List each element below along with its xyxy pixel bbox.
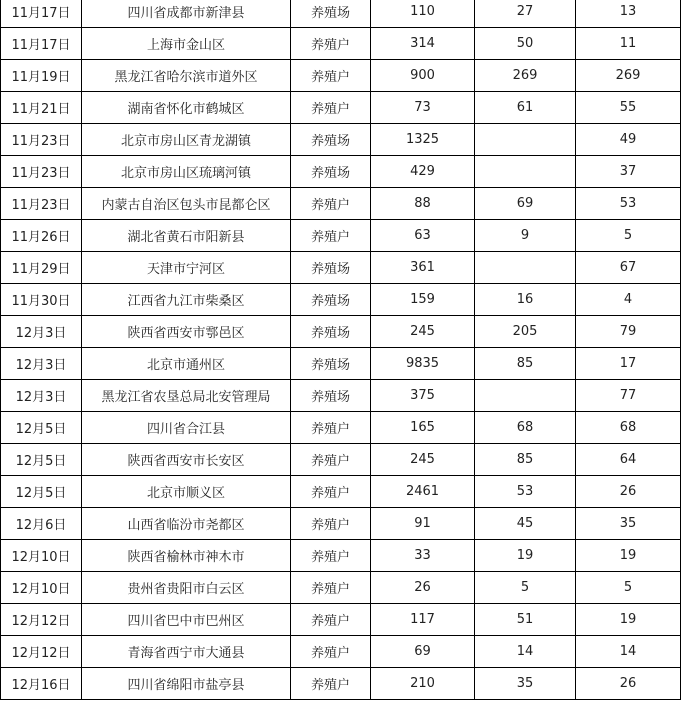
location-cell: 陕西省榆林市神木市 [82,540,291,572]
count-cell-1: 9835 [371,348,475,380]
farm-type-cell: 养殖户 [291,636,371,668]
count-cell-1: 245 [371,444,475,476]
date-cell: 12月5日 [1,412,82,444]
date-cell: 12月3日 [1,316,82,348]
location-cell: 四川省巴中市巴州区 [82,604,291,636]
count-cell-2: 27 [475,0,576,28]
date-cell: 11月21日 [1,92,82,124]
location-cell: 湖北省黄石市阳新县 [82,220,291,252]
count-cell-2: 9 [475,220,576,252]
table-row [1,188,681,220]
count-cell-1: 110 [371,0,475,28]
count-cell-3: 14 [576,636,681,668]
count-cell-3: 53 [576,188,681,220]
location-cell: 天津市宁河区 [82,252,291,284]
count-cell-1: 361 [371,252,475,284]
count-cell-1: 165 [371,412,475,444]
farm-type-cell: 养殖户 [291,572,371,604]
date-cell: 11月29日 [1,252,82,284]
location-cell: 北京市房山区青龙湖镇 [82,124,291,156]
farm-type-cell: 养殖场 [291,124,371,156]
count-cell-1: 91 [371,508,475,540]
count-cell-3: 19 [576,540,681,572]
date-cell: 11月23日 [1,156,82,188]
table-row [1,380,681,412]
table-body [1,0,681,700]
table-row [1,508,681,540]
location-cell: 北京市房山区琉璃河镇 [82,156,291,188]
count-cell-3: 64 [576,444,681,476]
count-cell-3: 37 [576,156,681,188]
count-cell-1: 245 [371,316,475,348]
count-cell-1: 900 [371,60,475,92]
count-cell-2: 45 [475,508,576,540]
date-cell: 12月12日 [1,604,82,636]
count-cell-1: 88 [371,188,475,220]
farm-type-cell: 养殖场 [291,316,371,348]
date-cell: 11月30日 [1,284,82,316]
count-cell-3: 26 [576,668,681,700]
count-cell-3: 77 [576,380,681,412]
count-cell-1: 314 [371,28,475,60]
table-row [1,348,681,380]
count-cell-2: 35 [475,668,576,700]
count-cell-3: 49 [576,124,681,156]
farm-type-cell: 养殖户 [291,60,371,92]
farm-type-cell: 养殖户 [291,28,371,60]
farm-type-cell: 养殖户 [291,188,371,220]
table-row [1,156,681,188]
farm-type-cell: 养殖场 [291,0,371,28]
count-cell-3: 269 [576,60,681,92]
table-row [1,284,681,316]
count-cell-1: 210 [371,668,475,700]
farm-type-cell: 养殖户 [291,220,371,252]
count-cell-2: 19 [475,540,576,572]
count-cell-1: 1325 [371,124,475,156]
location-cell: 四川省绵阳市盐亭县 [82,668,291,700]
date-cell: 11月23日 [1,124,82,156]
location-cell: 内蒙古自治区包头市昆都仑区 [82,188,291,220]
count-cell-2 [475,380,576,412]
farm-type-cell: 养殖户 [291,604,371,636]
count-cell-2: 14 [475,636,576,668]
count-cell-1: 73 [371,92,475,124]
count-cell-1: 33 [371,540,475,572]
table-row [1,604,681,636]
table-row [1,636,681,668]
date-cell: 12月10日 [1,540,82,572]
count-cell-3: 67 [576,252,681,284]
location-cell: 四川省合江县 [82,412,291,444]
count-cell-2: 50 [475,28,576,60]
farm-type-cell: 养殖户 [291,540,371,572]
farm-type-cell: 养殖户 [291,508,371,540]
count-cell-3: 68 [576,412,681,444]
count-cell-2: 5 [475,572,576,604]
count-cell-3: 11 [576,28,681,60]
count-cell-2 [475,124,576,156]
location-cell: 上海市金山区 [82,28,291,60]
location-cell: 北京市顺义区 [82,476,291,508]
count-cell-1: 117 [371,604,475,636]
count-cell-3: 19 [576,604,681,636]
count-cell-2: 68 [475,412,576,444]
date-cell: 12月6日 [1,508,82,540]
count-cell-2: 85 [475,348,576,380]
count-cell-1: 69 [371,636,475,668]
farm-type-cell: 养殖户 [291,668,371,700]
count-cell-3: 13 [576,0,681,28]
table-row [1,0,681,28]
table-row [1,412,681,444]
table-row [1,476,681,508]
location-cell: 陕西省西安市鄠邑区 [82,316,291,348]
count-cell-1: 2461 [371,476,475,508]
location-cell: 北京市通州区 [82,348,291,380]
count-cell-2: 61 [475,92,576,124]
farm-type-cell: 养殖户 [291,92,371,124]
location-cell: 山西省临汾市尧都区 [82,508,291,540]
count-cell-3: 4 [576,284,681,316]
farm-type-cell: 养殖场 [291,284,371,316]
count-cell-2: 16 [475,284,576,316]
count-cell-3: 26 [576,476,681,508]
date-cell: 12月3日 [1,348,82,380]
date-cell: 12月12日 [1,636,82,668]
location-cell: 贵州省贵阳市白云区 [82,572,291,604]
farm-type-cell: 养殖场 [291,380,371,412]
farm-type-cell: 养殖场 [291,156,371,188]
date-cell: 11月17日 [1,0,82,28]
date-cell: 11月23日 [1,188,82,220]
count-cell-1: 26 [371,572,475,604]
count-cell-2 [475,252,576,284]
count-cell-2: 53 [475,476,576,508]
count-cell-2: 85 [475,444,576,476]
date-cell: 11月19日 [1,60,82,92]
table-row [1,668,681,700]
count-cell-2: 269 [475,60,576,92]
location-cell: 陕西省西安市长安区 [82,444,291,476]
date-cell: 11月26日 [1,220,82,252]
location-cell: 黑龙江省哈尔滨市道外区 [82,60,291,92]
location-cell: 江西省九江市柴桑区 [82,284,291,316]
count-cell-2 [475,156,576,188]
count-cell-3: 79 [576,316,681,348]
count-cell-3: 55 [576,92,681,124]
count-cell-3: 5 [576,220,681,252]
count-cell-2: 69 [475,188,576,220]
location-cell: 青海省西宁市大通县 [82,636,291,668]
table-row [1,572,681,604]
count-cell-1: 375 [371,380,475,412]
count-cell-2: 51 [475,604,576,636]
table-row [1,60,681,92]
table-row [1,444,681,476]
farm-type-cell: 养殖场 [291,348,371,380]
date-cell: 12月3日 [1,380,82,412]
date-cell: 12月5日 [1,476,82,508]
count-cell-1: 63 [371,220,475,252]
location-cell: 四川省成都市新津县 [82,0,291,28]
farm-type-cell: 养殖户 [291,476,371,508]
date-cell: 11月17日 [1,28,82,60]
count-cell-1: 159 [371,284,475,316]
table-row [1,28,681,60]
table-row [1,220,681,252]
date-cell: 12月16日 [1,668,82,700]
date-cell: 12月10日 [1,572,82,604]
table-row [1,252,681,284]
count-cell-3: 5 [576,572,681,604]
location-cell: 黑龙江省农垦总局北安管理局 [82,380,291,412]
farm-type-cell: 养殖场 [291,252,371,284]
table-row [1,124,681,156]
farm-type-cell: 养殖户 [291,412,371,444]
table-row [1,540,681,572]
count-cell-3: 35 [576,508,681,540]
count-cell-1: 429 [371,156,475,188]
table-row [1,92,681,124]
farm-type-cell: 养殖户 [291,444,371,476]
location-cell: 湖南省怀化市鹤城区 [82,92,291,124]
count-cell-3: 17 [576,348,681,380]
count-cell-2: 205 [475,316,576,348]
table-row [1,316,681,348]
date-cell: 12月5日 [1,444,82,476]
